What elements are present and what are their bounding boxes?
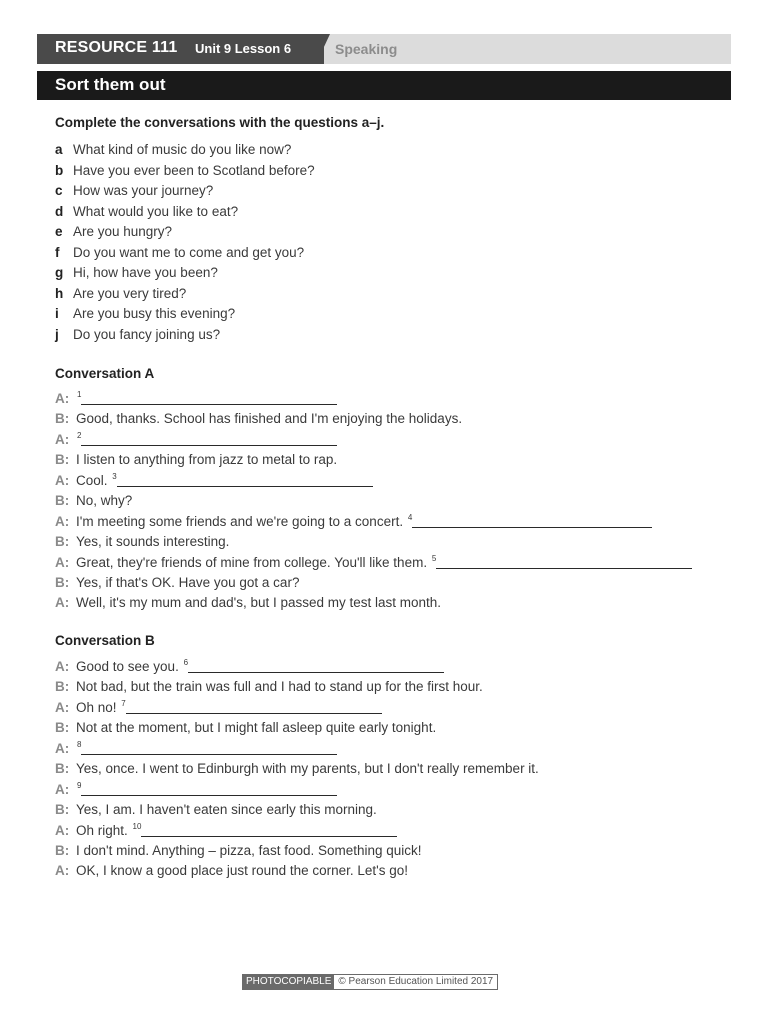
answer-blank[interactable] xyxy=(81,432,337,446)
dialogue-line xyxy=(55,740,337,760)
question-item xyxy=(55,245,304,265)
speaker-label: B: xyxy=(55,575,70,590)
question-letter: d xyxy=(55,204,64,219)
photocopiable-badge: PHOTOCOPIABLE xyxy=(243,975,334,989)
line-text: I listen to anything from jazz to metal to rap. xyxy=(76,452,338,467)
gap-number: 5 xyxy=(431,554,437,563)
dialogue-line xyxy=(55,452,337,472)
speaker-label: B: xyxy=(55,452,70,467)
dialogue-line xyxy=(55,720,436,740)
page-title: Sort them out xyxy=(55,75,166,94)
dialogue-line xyxy=(55,554,692,574)
footer xyxy=(242,974,498,990)
answer-blank[interactable] xyxy=(81,391,337,405)
copyright-text: © Pearson Education Limited 2017 xyxy=(338,976,494,987)
line-text: Oh no! xyxy=(76,700,121,715)
gap-number: 7 xyxy=(121,699,126,708)
dialogue-line xyxy=(55,781,337,801)
dialogue-line xyxy=(55,472,373,492)
line-text: Not at the moment, but I might fall asleep quite early tonight. xyxy=(76,720,437,735)
dialogue-line xyxy=(55,822,397,842)
dialogue-line xyxy=(55,699,382,719)
dialogue-line xyxy=(55,493,132,513)
answer-blank[interactable] xyxy=(117,473,373,487)
question-item xyxy=(55,183,213,203)
question-text: What kind of music do you like now? xyxy=(73,142,292,157)
question-letter: j xyxy=(55,327,59,342)
speaker-label: A: xyxy=(55,555,70,570)
answer-blank[interactable] xyxy=(141,823,397,837)
gap-number: 2 xyxy=(77,431,82,440)
line-text: OK, I know a good place just round the corner. Let's go! xyxy=(76,863,409,878)
dialogue-line xyxy=(55,679,483,699)
question-text: Hi, how have you been? xyxy=(73,265,218,280)
line-text: Good to see you. xyxy=(76,659,183,674)
gap-number: 9 xyxy=(77,781,82,790)
question-item xyxy=(55,306,235,326)
line-text: Oh right. xyxy=(76,823,132,838)
question-letter: h xyxy=(55,286,64,301)
dialogue-line xyxy=(55,390,337,410)
question-text: What would you like to eat? xyxy=(73,204,239,219)
speaker-label: A: xyxy=(55,863,70,878)
question-text: Are you hungry? xyxy=(73,224,173,239)
dialogue-line xyxy=(55,802,377,822)
speaker-label: B: xyxy=(55,679,70,694)
speaker-label: A: xyxy=(55,741,70,756)
speaker-label: A: xyxy=(55,473,70,488)
answer-blank[interactable] xyxy=(412,514,652,528)
speaker-label: A: xyxy=(55,514,70,529)
question-text: How was your journey? xyxy=(73,183,214,198)
line-text: Yes, I am. I haven't eaten since early this morning. xyxy=(76,802,377,817)
question-letter: g xyxy=(55,265,64,280)
question-item xyxy=(55,224,172,244)
line-text: Well, it's my mum and dad's, but I passed my test last month. xyxy=(76,595,442,610)
question-item xyxy=(55,142,291,162)
speaker-label: B: xyxy=(55,720,70,735)
question-letter: i xyxy=(55,306,59,321)
resource-header xyxy=(37,34,731,64)
header-slant xyxy=(316,34,330,64)
skill-label: Speaking xyxy=(335,41,398,57)
question-item xyxy=(55,286,186,306)
question-text: Are you busy this evening? xyxy=(73,306,236,321)
question-letter: c xyxy=(55,183,63,198)
question-text: Do you want me to come and get you? xyxy=(73,245,305,260)
gap-number: 10 xyxy=(132,822,142,831)
dialogue-line xyxy=(55,411,462,431)
gap-number: 1 xyxy=(77,390,82,399)
line-text: Yes, if that's OK. Have you got a car? xyxy=(76,575,300,590)
question-text: Are you very tired? xyxy=(73,286,187,301)
dialogue-line xyxy=(55,575,299,595)
answer-blank[interactable] xyxy=(126,700,382,714)
line-text: Not bad, but the train was full and I had to stand up for the first hour. xyxy=(76,679,483,694)
answer-blank[interactable] xyxy=(436,555,692,569)
conversation-a-title: Conversation A xyxy=(55,366,155,381)
answer-blank[interactable] xyxy=(81,741,337,755)
conversation-b-title: Conversation B xyxy=(55,633,155,648)
gap-number: 6 xyxy=(183,658,189,667)
speaker-label: A: xyxy=(55,700,70,715)
speaker-label: A: xyxy=(55,659,70,674)
line-text: Good, thanks. School has finished and I'm enjoying the holidays. xyxy=(76,411,463,426)
question-letter: e xyxy=(55,224,63,239)
line-text: I don't mind. Anything – pizza, fast food. Something quick! xyxy=(76,843,422,858)
line-text: No, why? xyxy=(76,493,133,508)
resource-number: RESOURCE 111 xyxy=(55,39,178,56)
question-item xyxy=(55,163,315,183)
dialogue-line xyxy=(55,843,422,863)
line-text: Cool. xyxy=(76,473,112,488)
answer-blank[interactable] xyxy=(81,782,337,796)
answer-blank[interactable] xyxy=(188,659,444,673)
speaker-label: B: xyxy=(55,761,70,776)
question-item xyxy=(55,265,218,285)
line-text: I'm meeting some friends and we're going to a concert. xyxy=(76,514,407,529)
dialogue-line xyxy=(55,595,441,615)
question-item xyxy=(55,327,220,347)
instruction: Complete the conversations with the questions a–j. xyxy=(55,115,385,130)
dialogue-line xyxy=(55,863,408,883)
line-text: Great, they're friends of mine from college. You'll like them. xyxy=(76,555,431,570)
dialogue-line xyxy=(55,658,444,678)
speaker-label: A: xyxy=(55,391,70,406)
speaker-label: B: xyxy=(55,843,70,858)
question-item xyxy=(55,204,238,224)
dialogue-line xyxy=(55,513,652,533)
gap-number: 8 xyxy=(77,740,82,749)
speaker-label: B: xyxy=(55,802,70,817)
speaker-label: A: xyxy=(55,595,70,610)
dialogue-line xyxy=(55,431,337,451)
speaker-label: A: xyxy=(55,782,70,797)
question-letter: b xyxy=(55,163,64,178)
speaker-label: B: xyxy=(55,534,70,549)
unit-lesson: Unit 9 Lesson 6 xyxy=(195,41,292,56)
title-bar xyxy=(37,71,731,100)
gap-number: 4 xyxy=(407,513,413,522)
question-letter: f xyxy=(55,245,60,260)
dialogue-line xyxy=(55,761,539,781)
question-text: Do you fancy joining us? xyxy=(73,327,221,342)
question-letter: a xyxy=(55,142,63,157)
gap-number: 3 xyxy=(112,472,117,481)
dialogue-line xyxy=(55,534,229,554)
line-text: Yes, once. I went to Edinburgh with my parents, but I don't really remember it. xyxy=(76,761,539,776)
line-text: Yes, it sounds interesting. xyxy=(76,534,230,549)
speaker-label: B: xyxy=(55,411,70,426)
speaker-label: A: xyxy=(55,432,70,447)
question-text: Have you ever been to Scotland before? xyxy=(73,163,315,178)
speaker-label: B: xyxy=(55,493,70,508)
speaker-label: A: xyxy=(55,823,70,838)
